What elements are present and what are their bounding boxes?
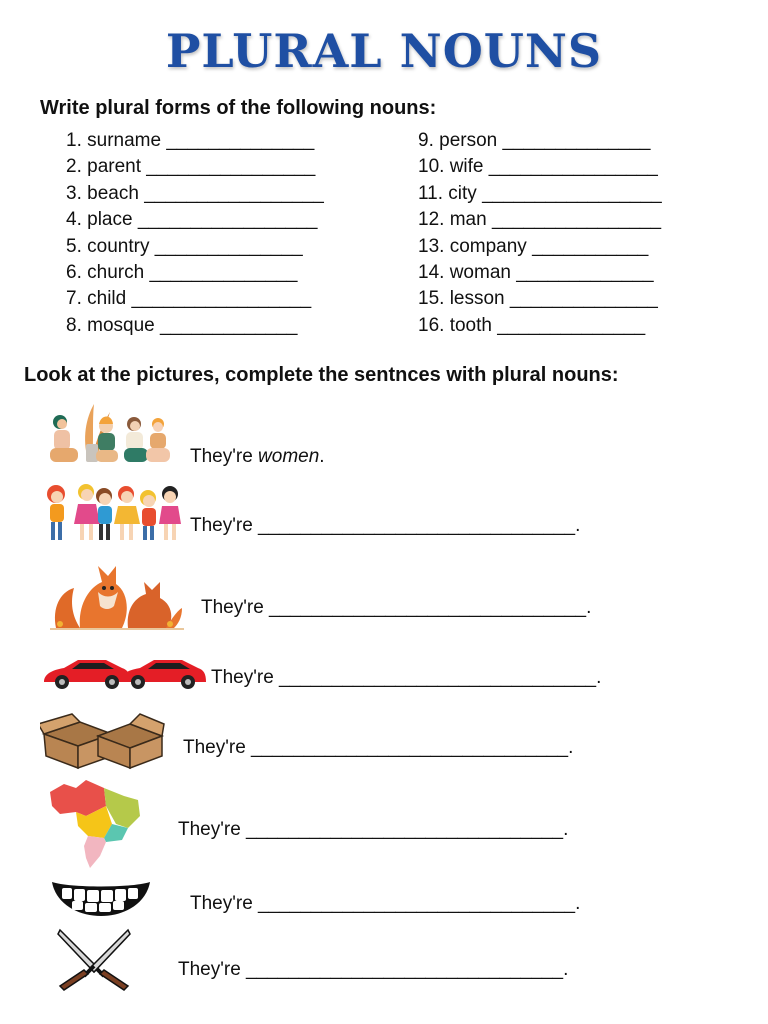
noun-item: 8. mosque _____________ — [66, 314, 298, 336]
noun-item: 16. tooth ______________ — [418, 314, 646, 336]
answer-blank[interactable]: ________________ — [146, 156, 316, 178]
answer-blank[interactable]: ______________________________ — [246, 819, 564, 840]
sentence-8: They're ______________________________. — [178, 959, 569, 980]
noun-item: 2. parent ________________ — [66, 156, 316, 178]
noun-item: 15. lesson ______________ — [418, 288, 658, 310]
answer-blank[interactable]: ______________ — [509, 288, 658, 310]
answer-blank[interactable]: ______________ — [166, 130, 315, 151]
noun-item: 5. country ______________ — [66, 235, 303, 257]
answer-blank[interactable]: ________________ — [491, 209, 662, 231]
sentence-5: They're ______________________________. — [183, 737, 574, 758]
sentence-2: They're ______________________________. — [190, 515, 581, 536]
answer-blank[interactable]: _____________ — [516, 261, 654, 283]
answer-blank[interactable]: ______________________________ — [269, 597, 587, 618]
cars-icon — [42, 654, 208, 692]
answer-blank[interactable]: ______________ — [502, 130, 651, 151]
noun-list-left — [66, 128, 324, 339]
answer-blank[interactable]: ______________________________ — [279, 667, 597, 688]
instruction-2: Look at the pictures, complete the sentnces with plural nouns: — [24, 364, 619, 386]
answer-blank[interactable]: _____________ — [160, 314, 298, 336]
instruction-1: Write plural forms of the following nouns: — [40, 97, 437, 119]
knives-icon — [54, 926, 134, 994]
map-icon — [46, 776, 142, 870]
sentence-7: They're ______________________________. — [190, 893, 581, 914]
answer-example: women — [258, 446, 320, 467]
noun-item: 10. wife ________________ — [418, 156, 658, 178]
noun-item: 1. surname ______________ — [66, 130, 315, 151]
answer-blank[interactable]: ________________ — [488, 156, 658, 178]
noun-item: 6. church ______________ — [66, 261, 298, 283]
sentence-1: They're women. — [190, 446, 325, 467]
answer-blank[interactable]: ______________ — [497, 314, 646, 336]
answer-blank[interactable]: ______________ — [149, 261, 298, 283]
page-title: PLURAL NOUNS — [165, 24, 603, 78]
noun-item: 7. child _________________ — [66, 288, 312, 310]
sentence-6: They're ______________________________. — [178, 819, 569, 840]
sentence-4: They're ______________________________. — [211, 667, 602, 688]
noun-item: 4. place _________________ — [66, 209, 318, 231]
noun-item: 12. man ________________ — [418, 209, 662, 231]
teeth-icon — [50, 878, 152, 918]
noun-item: 11. city _________________ — [418, 182, 662, 204]
answer-blank[interactable]: ______________________________ — [246, 959, 564, 980]
answer-blank[interactable]: ___________ — [532, 235, 649, 257]
answer-blank[interactable]: ______________ — [154, 235, 303, 257]
women-icon — [48, 400, 172, 470]
answer-blank[interactable]: ______________________________ — [258, 893, 576, 914]
answer-blank[interactable]: _________________ — [482, 182, 662, 204]
answer-blank[interactable]: _________________ — [131, 288, 312, 310]
noun-item: 14. woman _____________ — [418, 261, 654, 283]
answer-blank[interactable]: _________________ — [137, 209, 318, 231]
noun-list-right — [418, 128, 662, 339]
foxes-icon — [50, 558, 184, 630]
noun-item: 13. company ___________ — [418, 235, 649, 257]
sentence-3: They're ______________________________. — [201, 597, 592, 618]
answer-blank[interactable]: ______________________________ — [251, 737, 569, 758]
noun-item: 9. person ______________ — [418, 130, 651, 151]
noun-item: 3. beach _________________ — [66, 182, 324, 204]
children-icon — [42, 480, 182, 550]
answer-blank[interactable]: ______________________________ — [258, 515, 576, 536]
answer-blank[interactable]: _________________ — [144, 182, 324, 204]
boxes-icon — [40, 710, 166, 770]
